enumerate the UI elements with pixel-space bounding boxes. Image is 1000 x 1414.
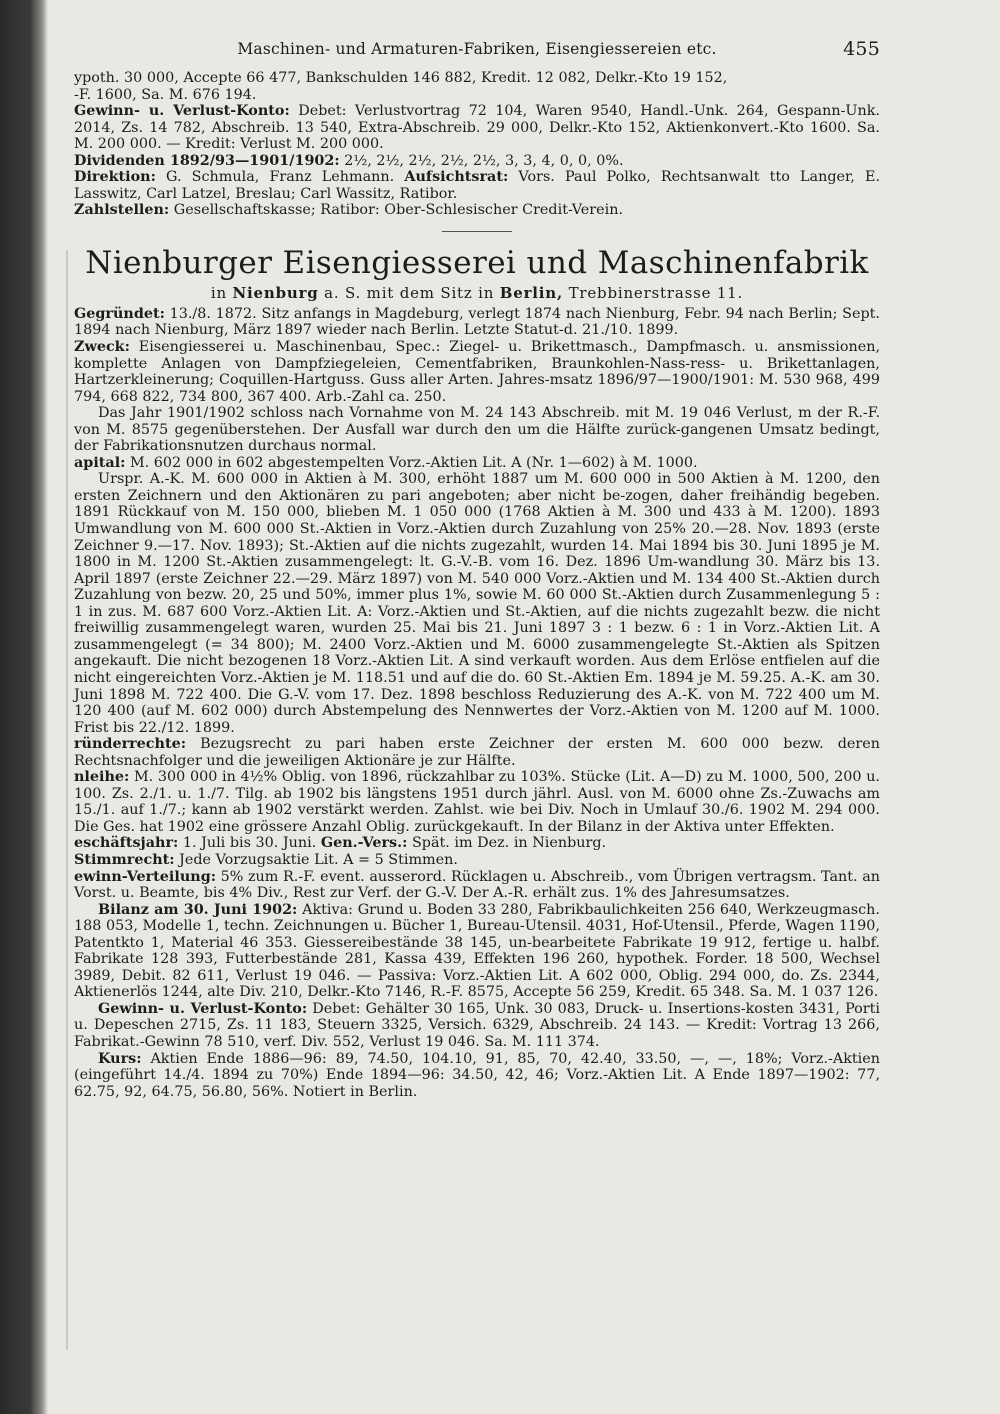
text: Debet: Gehälter 30 165, Unk. 30 083, Druck- u. Insertions-kosten 3431, Porti u. Depeschen 2715, Zs. 11 183, Steuern 3325, Versich. 6329, Abschreib. 24 143. — Kredit: Vortrag 13 266, Fabrikat.-Gewinn 78 510, verf. Div. 552, Verlust 19 046. Sa. M. 111 374. [74, 1000, 880, 1050]
running-title: Maschinen- und Armaturen-Fabriken, Eisengiessereien etc. [237, 40, 717, 58]
company-subtitle [74, 284, 880, 302]
gruenderrechte [74, 736, 880, 769]
gewinn-verlust-konto [74, 1001, 880, 1051]
label: Gegründet: [74, 305, 165, 322]
zweck [74, 339, 880, 405]
label: Stimmrecht: [74, 851, 175, 868]
text: Aktiva: Grund u. Boden 33 280, Fabrikbaulichkeiten 256 640, Werkzeugmasch. 188 053, Modelle 1, techn. Zeichnungen u. Bücher 1, Bureau-Utensil. 4031, Hof-Utensil., Pferde, Wagen 1190, Patentkto 1, Material 46 353. Giessereibestände 38 145, un-bearbeitete Fabrikate 19 912, fertige u. halbf. Fabrikate 128 393, Futterbestände 281, Kassa 439, Effekten 196 260, hypothek. Forder. 18 500, Wechsel 3989, Debit. 82 611, Verlust 19 046. — Passiva: Vorz.-Aktien Lit. A 602 000, Oblig. 294 000, do. Zs. 2344, Aktienerlös 1244, alte Div. 210, Delkr.-Kto 7146, R.-F. 8575, Accepte 56 259, Kredit. 65 348. Sa. M. 1 037 126. [74, 901, 880, 1001]
text: G. Schmula, Franz Lehmann. [155, 169, 395, 186]
section-divider [442, 231, 512, 232]
text: Gesellschaftskasse; Ratibor: Ober-Schlesischer Credit-Verein. [169, 202, 624, 219]
label: Direktion: [74, 169, 156, 186]
subtitle-pre: in [210, 283, 233, 302]
label: nleihe: [74, 769, 130, 786]
label: Gewinn- u. Verlust-Konto: [98, 1000, 308, 1017]
subtitle-mid: a. S. mit dem Sitz in [318, 283, 500, 302]
prev-dividenden [74, 153, 880, 170]
stimmrecht [74, 852, 880, 869]
company-title: Nienburger Eisengiesserei und Maschinenfabrik [85, 244, 869, 281]
subtitle-post: Trebbinerstrasse 11. [563, 283, 744, 302]
text: Debet: Verlustvortrag 72 104, Waren 9540, Handl.-Unk. 264, Gespann-Unk. 2014, Zs. 14 782, Abschreib. 13 540, Extra-Abschreib. 29 000, Delkr.-Kto 152, Aktienkonvert.-Kto 1600. Sa. M. 200 000. — Kredit: Verlust M. 200 000. [74, 103, 880, 153]
page [74, 40, 880, 1100]
kapital [74, 455, 880, 472]
gewinn-verteilung [74, 869, 880, 902]
text: 13./8. 1872. Sitz anfangs in Magdeburg, verlegt 1874 nach Nienburg, Febr. 94 nach Berlin; Sept. 1894 nach Nienburg, März 1897 wieder nach Berlin. Letzte Statut-d. 21./10. 1899. [74, 305, 880, 339]
label: apital: [74, 454, 126, 471]
kurs [74, 1051, 880, 1101]
label: Gen.-Vers.: [320, 835, 408, 852]
page-number: 455 [843, 38, 880, 60]
text: Aktien Ende 1886—96: 89, 74.50, 104.10, 91, 85, 70, 42.40, 33.50, —, —, 18%; Vorz.-Aktien (eingeführt 14./4. 1894 zu 70%) Ende 1894—96: 34.50, 42, 46; Vorz.-Aktien Lit. A Ende 1897—1902: 77, 62.75, 92, 64.75, 56.80, 56%. Notiert in Berlin. [74, 1050, 880, 1100]
prev-zahlstellen [74, 202, 880, 219]
running-header [74, 40, 880, 70]
label: eschäftsjahr: [74, 835, 179, 852]
city-berlin: Berlin, [499, 283, 564, 302]
book-spine-shadow [0, 0, 48, 1414]
anleihe [74, 769, 880, 835]
prev-gewinn [74, 103, 880, 153]
geschaeftsjahr [74, 835, 880, 852]
label: Kurs: [98, 1050, 142, 1067]
text: Eisengiesserei u. Maschinenbau, Spec.: Ziegel- u. Brikettmasch., Dampfmasch. u. ansmissionen, komplette Anlagen von Dampfziegeleien, Cementfabriken, Braunkohlen-Nass-ress- u. Brikettanlagen, Hartzerkleinerung; Coquillen-Hartguss. Guss aller Arten. Jahres-msatz 1896/97—1900/1901: M. 530 968, 499 794, 668 822, 734 800, 367 400. Arb.-Zahl ca. 250. [74, 339, 880, 405]
label: Aufsichtsrat: [404, 169, 509, 186]
kapital-geschichte: Urspr. A.-K. M. 600 000 in Aktien à M. 300, erhöht 1887 um M. 600 000 in 500 Aktien à M. 1200, den ersten Zeichnern und den Aktionären zu pari angeboten; aber nicht be-zogen, daher freihändig begeben. 1891 Rückkauf von M. 150 000, blieben M. 1 050 000 (1768 Aktien à M. 300 und 433 à M. 1200). 1893 Umwandlung von M. 600 000 St.-Aktien in Vorz.-Aktien durch Zuzahlung von 25% 20.—28. Nov. 1893 (erste Zeichner 9.—17. Nov. 1893); St.-Aktien auf die nichts zugezahlt, wurden 14. Mai 1894 bis 30. Juni 1895 je M. 1800 in M. 1200 St.-Aktien zusammengelegt: lt. G.-V.-B. vom 16. Dez. 1896 Um-wandlung 30. März bis 13. April 1897 (erste Zeichner 22.—29. März 1897) von M. 540 000 Vorz.-Aktien und M. 134 400 St.-Aktien durch Zuzahlung von bezw. 20, 25 und 50%, immer plus 1%, sowie M. 60 000 St.-Aktien durch Zusammenlegung 5 : 1 in zus. M. 687 600 Vorz.-Aktien Lit. A: Vorz.-Aktien und St.-Aktien, auf die nichts zugezahlt bezw. die nicht freiwillig zusammengelegt waren, wurden 25. Mai bis 21. Juni 1897 3 : 1 bezw. 6 : 1 in Vorz.-Aktien Lit. A zusammengelegt (= 34 800); M. 2400 Vorz.-Aktien und M. 6000 zusammengelegte St.-Aktien als Spitzen angekauft. Die nicht bezogenen 18 Vorz.-Aktien Lit. A sind verkauft worden. Aus dem Erlöse entfielen auf die nicht eingereichten Vorz.-Aktien je M. 118.51 und auf die do. 60 St.-Aktien Em. 1894 je M. 59.25. A.-K. am 30. Juni 1898 M. 722 400. Die G.-V. vom 17. Dez. 1898 beschloss Reduzierung des A.-K. von M. 722 400 um M. 120 400 (auf M. 602 000) durch Abstempelung des Nennwertes der Vorz.-Aktien von M. 1200 auf M. 1000. Frist bis 22./12. 1899. [74, 471, 880, 736]
label: ewinn-Verteilung: [74, 868, 217, 885]
text: Spät. im Dez. in Nienburg. [407, 835, 607, 852]
text: Bezugsrecht zu pari haben erste Zeichner der ersten M. 600 000 bezw. deren Rechtsnachfolger und die jeweiligen Aktionäre je zur Hälfte. [74, 736, 880, 769]
label: Bilanz am 30. Juni 1902: [98, 901, 298, 918]
prev-balance-line-2: -F. 1600, Sa. M. 676 194. [74, 86, 257, 103]
text: 1. Juli bis 30. Juni. [178, 835, 317, 852]
prev-direktion-aufsichtsrat [74, 169, 880, 202]
city-nienburg: Nienburg [232, 283, 319, 302]
label: Gewinn- u. Verlust-Konto: [74, 103, 290, 120]
margin-line [66, 250, 68, 1350]
bilanz [74, 902, 880, 1001]
label: Zahlstellen: [74, 202, 170, 219]
text: M. 300 000 in 4½% Oblig. von 1896, rückzahlbar zu 103%. Stücke (Lit. A—D) zu M. 1000, 500, 200 u. 100. Zs. 2./1. u. 1./7. Tilg. ab 1902 bis längstens 1951 durch jährl. Ausl. von M. 6000 ohne Zs.-Zuwachs am 15./1. auf 1./7.; kann ab 1902 verstärkt werden. Zahlst. wie bei Div. Noch in Umlauf 30./6. 1902 M. 294 000. Die Ges. hat 1902 eine grössere Anzahl Oblig. zurückgekauft. In der Bilanz in der Aktiva unter Effekten. [74, 769, 880, 835]
text: 2½, 2½, 2½, 2½, 2½, 3, 3, 4, 0, 0, 0%. [339, 152, 624, 169]
gegruendet [74, 306, 880, 339]
text: M. 602 000 in 602 abgestempelten Vorz.-Aktien Lit. A (Nr. 1—602) à M. 1000. [125, 454, 698, 471]
label: Zweck: [74, 339, 130, 356]
prev-balance-line-1: ypoth. 30 000, Accepte 66 477, Bankschulden 146 882, Kredit. 12 082, Delkr.-Kto 19 152, [74, 70, 728, 86]
text: Vors. Paul Polko, Rechtsanwalt tto Langer, E. Lasswitz, Carl Latzel, Breslau; Carl Wassitz, Ratibor. [74, 169, 881, 202]
text: Jede Vorzugsaktie Lit. A = 5 Stimmen. [174, 851, 458, 868]
text: 5% zum R.-F. event. ausserord. Rücklagen u. Abschreib., vom Übrigen vertragsm. Tant. an Vorst. u. Beamte, bis 4% Div., Rest zur Verf. der G.-V. Der A.-R. erhält zus. 1% des Jahresumsatzes. [74, 868, 880, 902]
jahr-ergebnis: Das Jahr 1901/1902 schloss nach Vornahme von M. 24 143 Abschreib. mit M. 19 046 Verlust, m der R.-F. von M. 8575 gegenüberstehen. Der Ausfall war durch den um die Hälfte zurück-gangenen Umsatz bedingt, der Fabrikationsnutzen durchaus normal. [74, 405, 880, 455]
label: Dividenden 1892/93—1901/1902: [74, 152, 340, 169]
label: ründerrechte: [74, 736, 187, 753]
